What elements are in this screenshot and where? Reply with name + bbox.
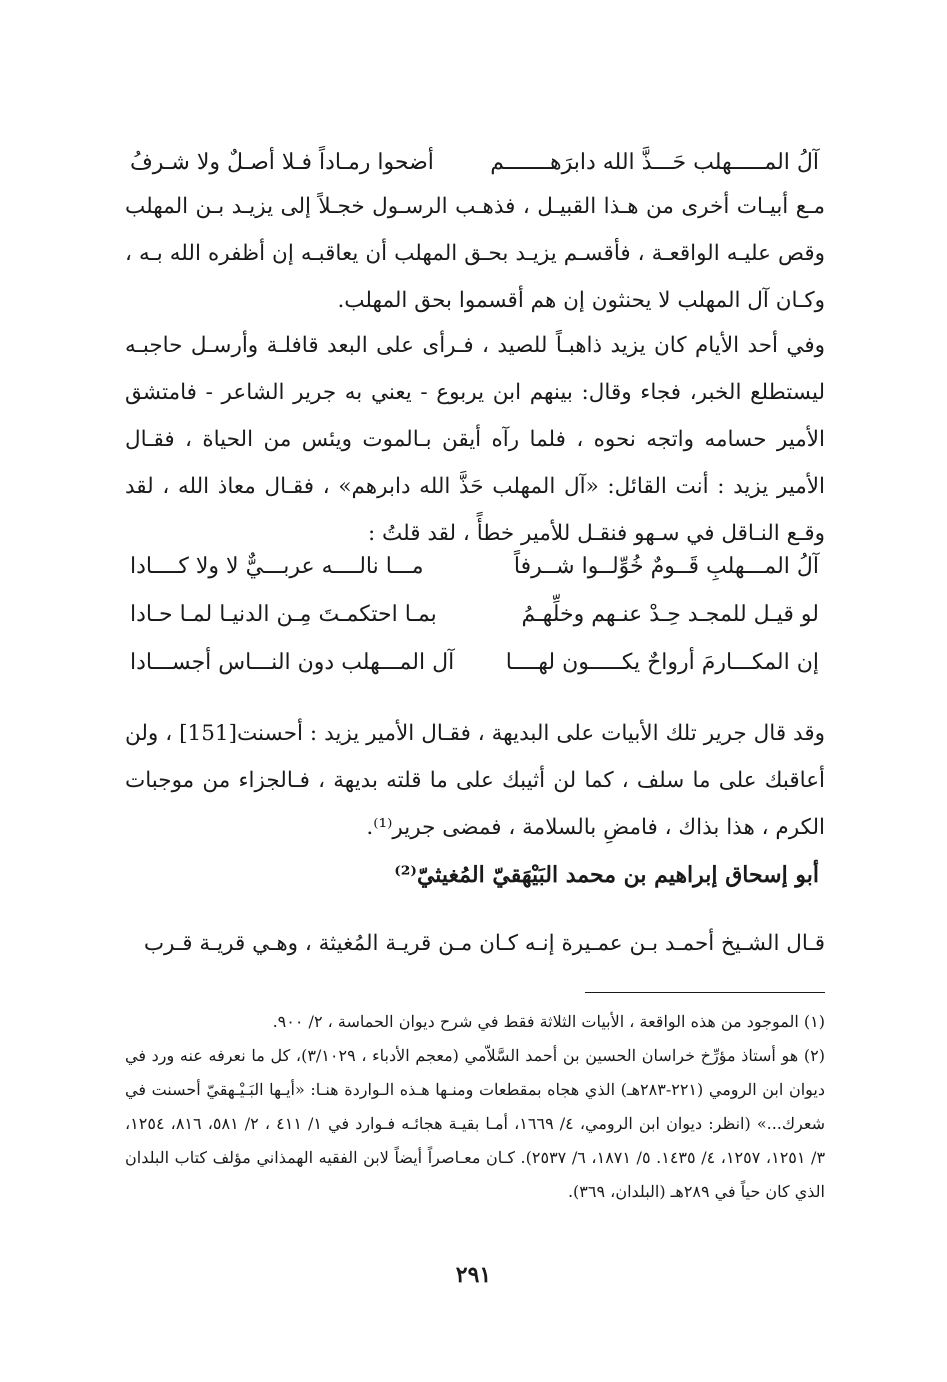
footnote-divider [585,992,825,993]
footnotes [125,1005,825,1209]
poem [0,548,947,708]
page-number: ٢٩١ [455,1262,492,1288]
poem-right-hemistich: آلُ المـــهلبِ قَــومٌ خُوِّلــوا شــرفاً [513,554,819,579]
paragraph-3: وقد قال جرير تلك الأبيات على البديهة ، فقـال الأمير يزيد : أحسنت[151] ، ولن أعاقبك على ما سلف ، كما لن أثيبك على ما قلته بديهة ، فـالجزاء من موجبات الكرم ، هذا بذاك ، فامضِ بالسلامة ، فمضى جرير⁽¹⁾. [125,721,826,840]
poem-left-hemistich: بمـا احتكمـتَ مِـن الدنيـا لمـا حـادا [130,602,437,627]
poem-left-hemistich: آل المـــهلب دون النـــاس أجســـادا [130,650,455,675]
paragraph-2: وفي أحد الأيام كان يزيد ذاهبـاً للصيد ، فـرأى على البعد قافلـة وأرسـل حاجبـه ليستطلع الخبر، فجاء وقال: بينهم ابن يربوع - يعني به جرير الشاعر - فامتشق الأمير حسامه واتجه نحوه ، فلما رآه أيقن بـالموت ويئس من الحياة ، فقـال الأمير يزيد : أنت القائل: «آل المهلب حَذَّ الله دابرهم» ، فقـال معاذ الله ، لقد وقـع النـاقل في سـهو فنقـل للأمير خطأً ، لقد قلتُ : [125,333,825,546]
footnote-1: (١) الموجود من هذه الواقعة ، الأبيات الثلاثة فقط في شرح ديوان الحماسة ، ٢/ ٩٠٠. [272,1012,825,1031]
poem-left-hemistich: مـــا نالــــه عربـــيٌّ لا ولا كــــادا [130,554,424,579]
poem-verse [0,650,947,694]
poem-verse [0,554,947,598]
opening-verse-right-hemistich: آلُ المـــــهلب حَـــذَّ الله دابرَهـــــــم [490,150,819,175]
footnote-2: (٢) هو أستاذ مؤرِّخ خراسان الحسين بن أحمد السَّلاّمي (معجم الأدباء ، ٣/١٠٢٩)، كل ما نعرفه عنه ورد في ديوان ابن الرومي (٢٢١-٢٨٣هـ) الذي هجاه بمقطعات ومنـها هـذه الـواردة هنـا: «أيـها البَـيْـهقيّ أحسنت في شعرك...» (انظر: ديوان ابن الرومي، ٤/ ١٦٦٩، أمـا بقيـة هجائـه فـوارد في ١/ ٤١١ ، ٢/ ٥٨١، ٨١٦، ١٢٥٤، ٣/ ١٢٥١، ١٢٥٧، ٤/ ١٤٣٥. ٥/ ١٨٧١، ٦/ ٢٥٣٧). كـان معـاصراً أيضاً لابن الفقيه الهمذاني مؤلف كتاب البلدان الذي كان حياً في ٢٨٩هـ (البلدان، ٣٦٩). [125,1046,826,1201]
poem-right-hemistich: إن المكـــارمَ أرواحٌ يكـــــون لهــــا [505,650,819,675]
poem-right-hemistich: لو قيـل للمجـد حِـدْ عنـهم وخلِّهـمُ [521,602,819,627]
opening-verse-left-hemistich: أضحوا رمـاداً فـلا أصـلٌ ولا شـرفُ [130,150,434,175]
paragraph-4: قـال الشـيخ أحمـد بـن عمـيرة إنـه كـان مـن قريـة المُغيثة ، وهـي قريـة قـرب [143,931,825,956]
paragraph-1: مـع أبيـات أخرى من هـذا القبيـل ، فذهـب الرسـول خجـلاً إلى يزيـد بـن المهلب وقص عليـه الواقعـة ، فأقسـم يزيـد بحـق المهلب أن يعاقبـه إن أظفره الله بـه ، وكـان آل المهلب لا يحنثون إن هم أقسموا بحق المهلب. [125,194,825,313]
poem-verse [0,602,947,646]
section-heading: أبو إسحاق إبراهيم بن محمد البَيْهَقيّ المُغيثيّ⁽²⁾ [394,862,819,888]
